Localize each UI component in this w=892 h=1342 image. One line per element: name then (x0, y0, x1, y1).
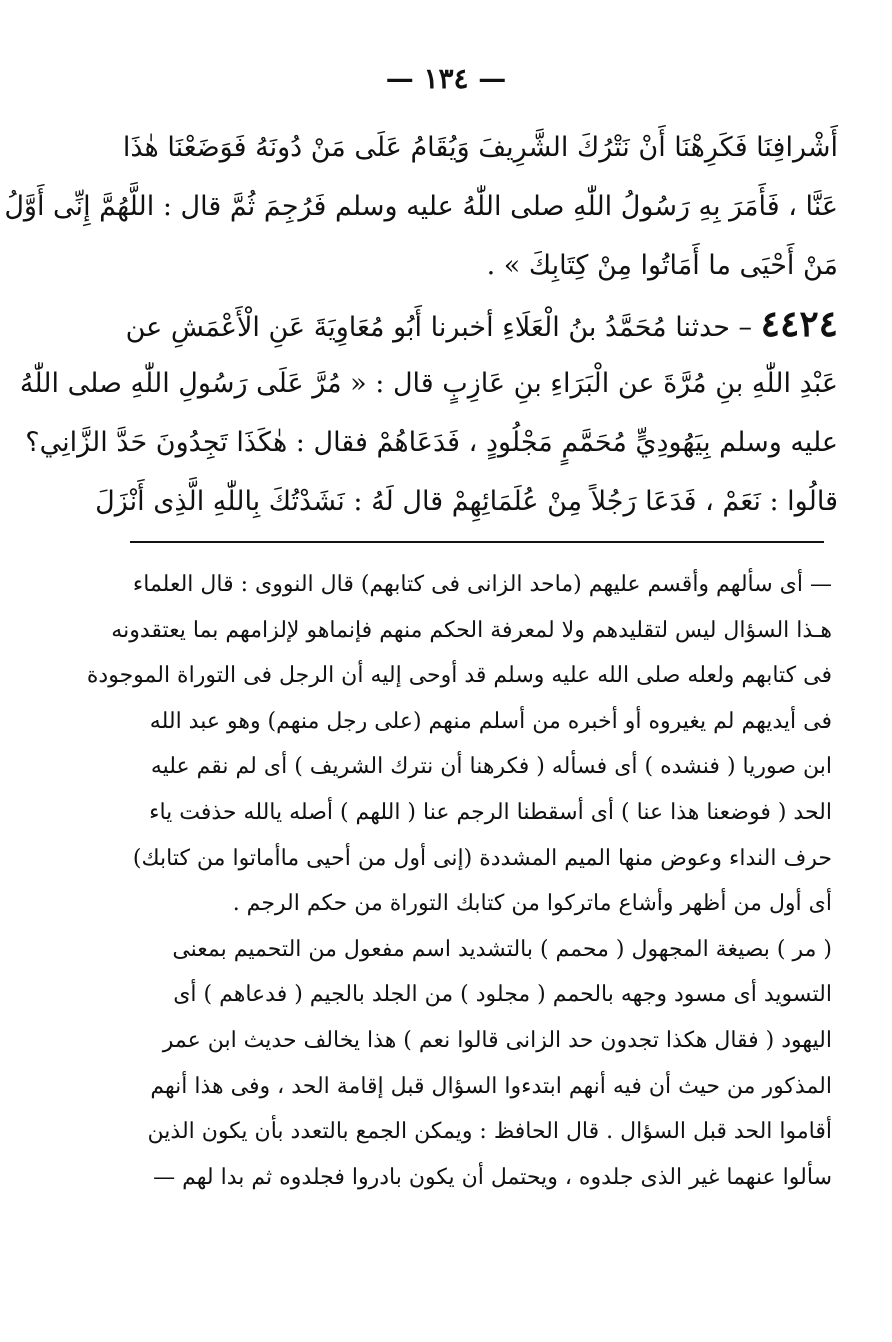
main-text-line: مَنْ أَحْيَى ما أَمَاتُوا مِنْ كِتَابِكَ » . (486, 250, 838, 281)
hadith-line: قالُوا : نَعَمْ ، فَدَعَا رَجُلاً مِنْ عُلَمَائِهِمْ قال لَهُ : نَشَدْتُكَ بِاللّٰهِ الَّذِى أَنْزَلَ (95, 486, 838, 517)
page-number: — ١٣٤ — (385, 62, 507, 95)
hadith-text: – حدثنا مُحَمَّدُ بنُ الْعَلَاءِ أخبرنا أَبُو مُعَاوِيَةَ عَنِ الْأَعْمَشِ عن (125, 312, 753, 343)
footnote-line: الحد ( فوضعنا هذا عنا ) أى أسقطنا الرجم عنا ( اللهم ) أصله يالله حذفت ياء (149, 799, 832, 825)
hadith-number: ٤٤٢٤ (760, 303, 838, 345)
hadith-line: عَبْدِ اللّٰهِ بنِ مُرَّةَ عن الْبَرَاءِ بنِ عَازِبٍ قال : « مُرَّ عَلَى رَسُولِ اللّٰهِ صلى اللّٰهُ (19, 368, 838, 399)
footnote-line: أقاموا الحد قبل السؤال . قال الحافظ : ويمكن الجمع بالتعدد بأن يكون الذين (147, 1119, 832, 1145)
footnote-line: حرف النداء وعوض منها الميم المشددة (إنى أول من أحيى ماأماتوا من كتابك) (132, 845, 832, 871)
footnote-line: هـذا السؤال ليس لتقليدهم ولا لمعرفة الحكم منهم فإنماهو لإلزامهم بما يعتقدونه (111, 617, 832, 643)
footnote-line: أى أول من أظهر وأشاع ماتركوا من كتابك التوراة من حكم الرجم . (232, 891, 832, 917)
main-text-line: أَشْرافِنَا فَكَرِهْنَا أَنْ نَتْرُكَ الشَّرِيفَ وَيُقَامُ عَلَى مَنْ دُونَهُ فَوَضَعْنَا هٰذَا (122, 132, 838, 163)
footnote-line: — أى سألهم وأقسم عليهم (ماحد الزانى فى كتابهم) قال النووى : قال العلماء (132, 572, 832, 597)
footnote-line: ( مر ) بصيغة المجهول ( محمم ) بالتشديد اسم مفعول من التحميم بمعنى (172, 936, 832, 962)
hadith-line: عليه وسلم بِيَهُودِيٍّ مُحَمَّمٍ مَجْلُودٍ ، فَدَعَاهُمْ فقال : هٰكَذَا تَجِدُونَ حَدَّ الزَّانِي؟ (25, 427, 838, 458)
main-text-line: عَنَّا ، فَأَمَرَ بِهِ رَسُولُ اللّٰهِ صلى اللّٰهُ عليه وسلم فَرُجِمَ ثُمَّ قال : اللَّهُمَّ إِنِّى أَوَّلُ (4, 191, 838, 222)
footnote-line: التسويد أى مسود وجهه بالحمم ( مجلود ) من الجلد بالجيم ( فدعاهم ) أى (173, 982, 832, 1008)
hadith-first-line (110, 295, 838, 354)
footnote-line: ابن صوريا ( فنشده ) أى فسأله ( فكرهنا أن نترك الشريف ) أى لم نقم عليه (150, 754, 832, 780)
main-text (4, 118, 838, 531)
footnote-divider (130, 541, 824, 543)
footnotes (86, 562, 832, 1200)
footnote-line: المذكور من حيث أن فيه أنهم ابتدءوا السؤال قبل إقامة الحد ، وفى هذا أنهم (150, 1073, 832, 1099)
footnote-line: فى أيديهم لم يغيروه أو أخبره من أسلم منهم (على رجل منهم) وهو عبد الله (149, 708, 832, 734)
footnote-line: اليهود ( فقال هكذا تجدون حد الزانى قالوا نعم ) هذا يخالف حديث ابن عمر (162, 1027, 832, 1053)
footnote-line: فى كتابهم ولعله صلى الله عليه وسلم قد أوحى إليه أن الرجل فى التوراة الموجودة (86, 663, 832, 689)
footnote-line: سألوا عنهما غير الذى جلدوه ، ويحتمل أن يكون بادروا فجلدوه ثم بدا لهم — (153, 1164, 832, 1190)
